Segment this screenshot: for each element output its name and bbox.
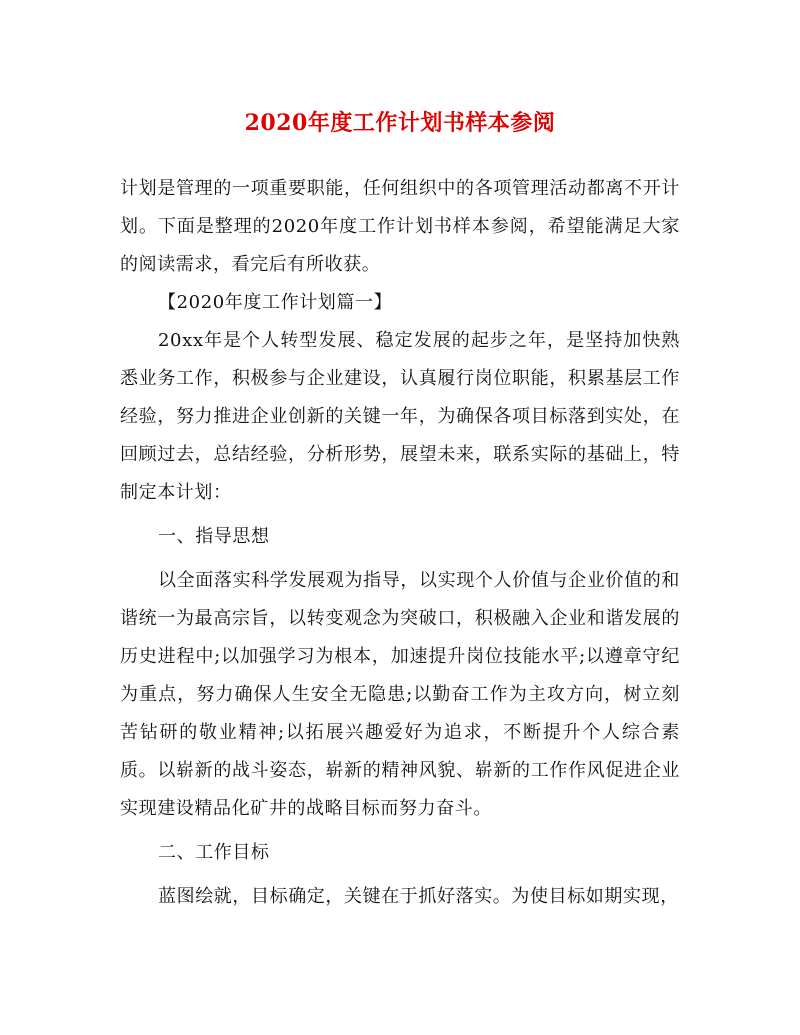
heading-work-goals: 二、工作目标 <box>158 842 270 863</box>
document-title: 2020年度工作计划书样本参阅 <box>244 110 556 136</box>
section-header: 【2020年度工作计划篇一】 <box>158 292 393 313</box>
document-body <box>120 170 680 916</box>
paragraph-3: 蓝图绘就，目标确定，关键在于抓好落实。为使目标如期实现， <box>158 886 679 907</box>
paragraph-1: 20xx年是个人转型发展、稳定发展的起步之年，是坚持加快熟悉业务工作，积极参与企业建设，认真履行岗位职能，积累基层工作经验，努力推进企业创新的关键一年，为确保各项目标落到实处，在回顾过去，总结经验，分析形势，展望未来，联系实际的基础上，特制定本计划： <box>120 330 680 503</box>
paragraph-2: 以全面落实科学发展观为指导，以实现个人价值与企业价值的和谐统一为最高宗旨，以转变观念为突破口，积极融入企业和谐发展的历史进程中;以加强学习为根本，加速提升岗位技能水平;以遵章守纪为重点，努力确保人生安全无隐患;以勤奋工作为主攻方向，树立刻苦钻研的敬业精神;以拓展兴趣爱好为追求，不断提升个人综合素质。以崭新的战斗姿态，崭新的精神风貌、崭新的工作作风促进企业实现建设精品化矿井的战略目标而努力奋斗。 <box>120 570 680 819</box>
heading-guiding-ideology: 一、指导思想 <box>158 526 270 547</box>
intro-paragraph: 计划是管理的一项重要职能，任何组织中的各项管理活动都离不开计划。下面是整理的2020年度工作计划书样本参阅，希望能满足大家的阅读需求，看完后有所收获。 <box>120 178 680 275</box>
